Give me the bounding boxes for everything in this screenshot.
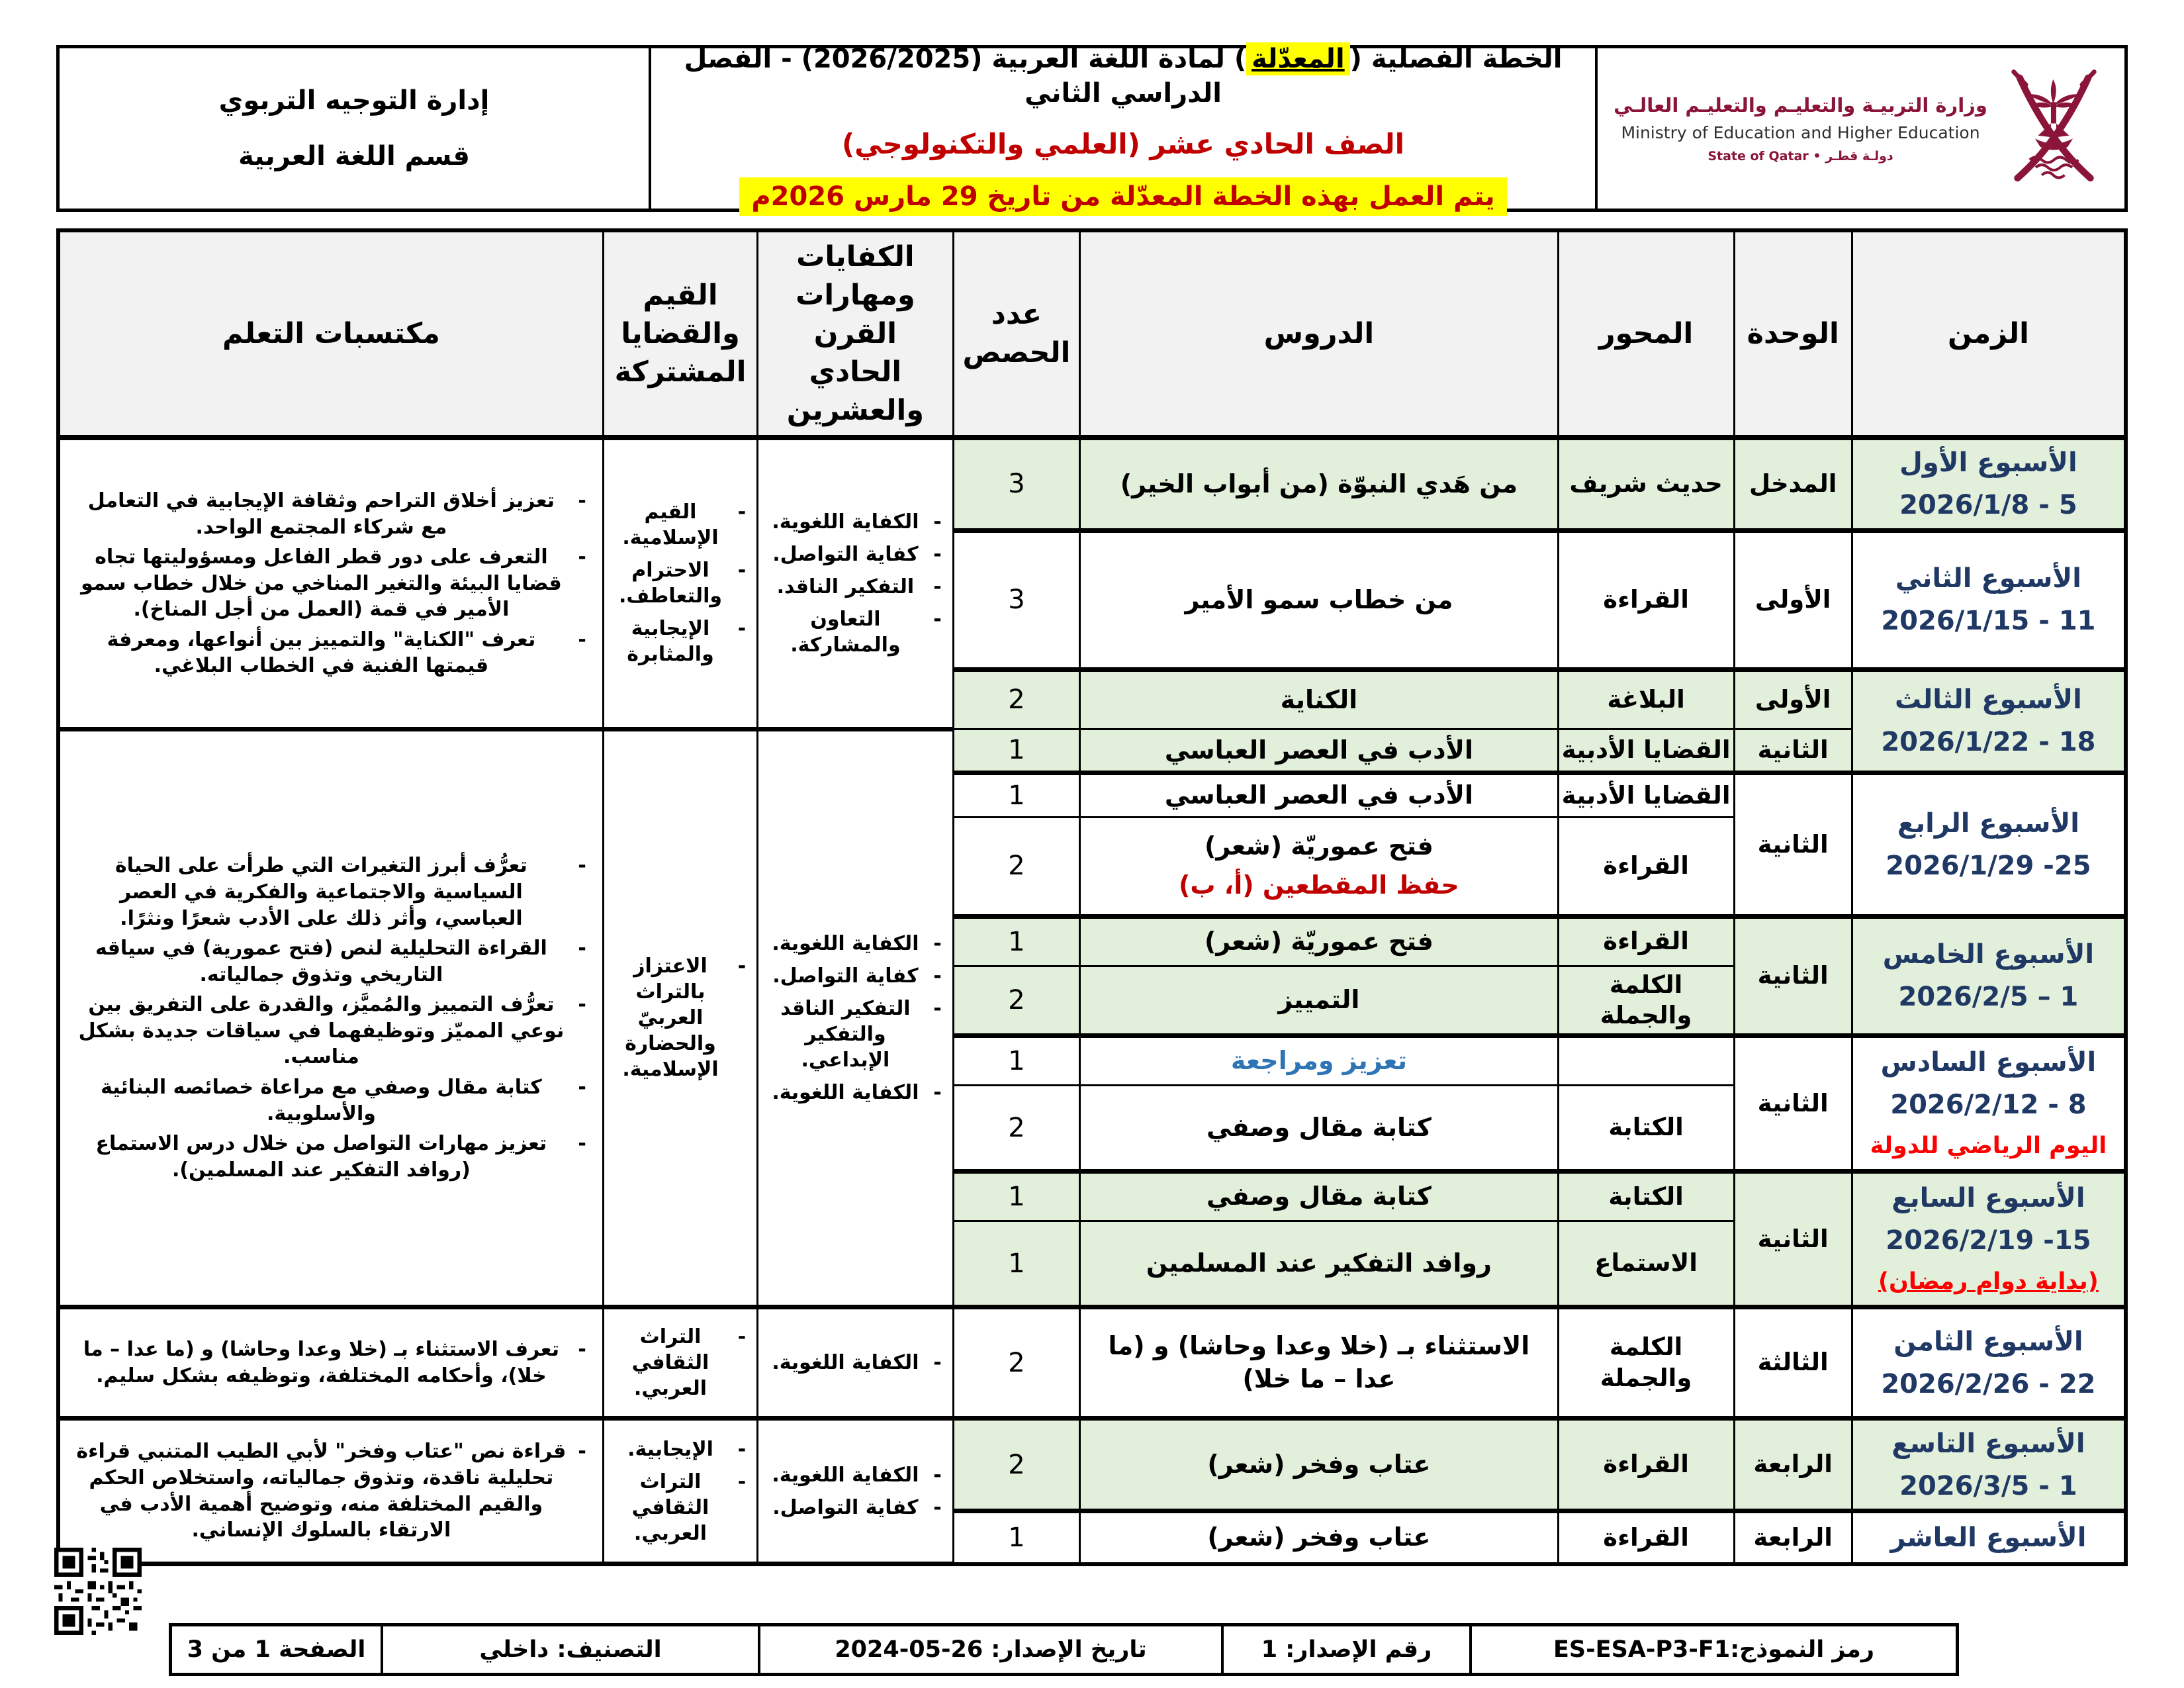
competencies-cell xyxy=(758,438,953,729)
week-name: الأسبوع السادس xyxy=(1880,1047,2097,1078)
list-item: - تعرف "الكناية" والتمييز بين أنواعها، ومعرفة قيمتها الفنية في الخطاب البلاغي. xyxy=(75,627,588,679)
lesson-title: الكناية xyxy=(1280,684,1358,714)
axis-cell: الكتابة xyxy=(1558,1086,1734,1172)
lesson-cell xyxy=(1080,669,1558,729)
unit-cell: المدخل xyxy=(1734,438,1852,530)
footer-cell-version: رقم الإصدار: 1 xyxy=(1221,1626,1469,1673)
lesson-title: الأدب في العصر العباسي xyxy=(1164,780,1473,810)
lesson-title: من خطاب سمو الأمير xyxy=(1185,585,1453,614)
unit-cell: الثانية xyxy=(1734,1172,1852,1307)
lesson-note: حفظ المقطعين (أ، ب) xyxy=(1179,870,1459,900)
axis-cell: القراءة xyxy=(1558,817,1734,916)
list-item: - تعزيز مهارات التواصل من خلال درس الاستماع (روافد التفكير عند المسلمين). xyxy=(75,1131,588,1183)
department-line-2: قسم اللغة العربية xyxy=(238,141,470,171)
lesson-title: من هَدي النبوّة (من أبواب الخير) xyxy=(1120,469,1518,498)
list-item: - كفاية التواصل. xyxy=(768,963,942,989)
outcomes-cell xyxy=(58,729,603,1307)
plan-title xyxy=(664,42,1582,111)
lesson-cell xyxy=(1080,773,1558,817)
footer-cell-page-number: الصفحة 1 من 3 xyxy=(187,1636,366,1663)
periods-cell: 1 xyxy=(953,916,1080,966)
periods-cell: 2 xyxy=(953,817,1080,916)
axis-cell: الاستماع xyxy=(1558,1221,1734,1307)
week-date: 18 - 2026/1/22 xyxy=(1881,727,2096,758)
periods-cell: 2 xyxy=(953,966,1080,1036)
periods-cell: 3 xyxy=(953,438,1080,530)
week-name: الأسبوع الثالث xyxy=(1894,684,2082,716)
periods-cell: 1 xyxy=(953,729,1080,773)
week-name: الأسبوع الأول xyxy=(1899,447,2077,479)
col-header-axis: المحور xyxy=(1558,230,1734,438)
footer-cell-form-code: رمز النموذج:ES-ESA-P3-F1 xyxy=(1469,1626,1956,1673)
col-header-unit: الوحدة xyxy=(1734,230,1852,438)
list-item: - الكفاية اللغوية. xyxy=(768,509,942,535)
list-item: - تعرُّف أبرز التغيرات التي طرأت على الحياة السياسية والاجتماعية والفكرية في العصر العباسي، وأثر ذلك على الأدب شعرًا ونثرًا. xyxy=(75,853,588,931)
lesson-title: التمييز xyxy=(1278,985,1360,1015)
lesson-cell xyxy=(1080,966,1558,1036)
lesson-title: كتابة مقال وصفي xyxy=(1206,1112,1432,1142)
periods-cell: 2 xyxy=(953,1419,1080,1511)
lesson-cell xyxy=(1080,1036,1558,1086)
lesson-cell xyxy=(1080,1086,1558,1172)
lesson-title: فتح عموريّة (شعر) xyxy=(1204,831,1433,861)
week-date: 8 - 2026/2/12 xyxy=(1890,1090,2087,1121)
periods-cell: 2 xyxy=(953,1086,1080,1172)
lesson-cell xyxy=(1080,729,1558,773)
lesson-title: الأدب في العصر العباسي xyxy=(1164,735,1473,765)
week-name: الأسبوع التاسع xyxy=(1891,1428,2085,1459)
list-item: - الكفاية اللغوية. xyxy=(768,1462,942,1488)
periods-cell: 2 xyxy=(953,1307,1080,1419)
plan-title-post: ) لمادة اللغة العربية (2026/2025) - الفصل الدراسي الثاني xyxy=(684,43,1247,109)
outcomes-cell xyxy=(58,438,603,729)
unit-cell: الرابعة xyxy=(1734,1511,1852,1564)
competencies-cell xyxy=(758,1307,953,1419)
header-box xyxy=(56,45,2128,212)
col-header-periods: عدد الحصص xyxy=(953,230,1080,438)
qr-code-icon xyxy=(54,1548,142,1635)
week-cell xyxy=(1852,1307,2126,1419)
list-item: - الكفاية اللغوية. xyxy=(768,1350,942,1376)
ministry-name-english: Ministry of Education and Higher Education xyxy=(1621,122,1980,142)
outcomes-cell xyxy=(58,1307,603,1419)
unit-cell: الأولى xyxy=(1734,530,1852,669)
axis-cell: القراءة xyxy=(1558,1419,1734,1511)
list-item: - الإيجابية. xyxy=(614,1436,747,1462)
list-item: - التراث الثقافي العربي. xyxy=(614,1469,747,1546)
list-item: - التراث الثقافي العربي. xyxy=(614,1324,747,1401)
week-cell xyxy=(1852,530,2126,669)
periods-cell: 1 xyxy=(953,1036,1080,1086)
axis-cell: حديث شريف xyxy=(1558,438,1734,530)
lesson-title: كتابة مقال وصفي xyxy=(1206,1182,1432,1211)
list-item: - القيم الإسلامية. xyxy=(614,499,747,551)
list-item: - تعزيز أخلاق التراحم وثقافة الإيجابية في التعامل مع شركاء المجتمع الواحد. xyxy=(75,488,588,540)
week-cell xyxy=(1852,1419,2126,1511)
col-header-lessons: الدروس xyxy=(1080,230,1558,438)
lesson-title: عتاب وفخر (شعر) xyxy=(1207,1523,1431,1552)
week-date: 1 – 2026/2/5 xyxy=(1898,982,2079,1013)
week-cell xyxy=(1852,1172,2126,1307)
competencies-cell xyxy=(758,729,953,1307)
ministry-logo xyxy=(1595,48,2124,209)
axis-cell: القراءة xyxy=(1558,1511,1734,1564)
department-box xyxy=(60,48,649,209)
week-name: الأسبوع الثامن xyxy=(1893,1326,2083,1357)
effective-date-notice: يتم العمل بهذه الخطة المعدّلة من تاريخ 29 مارس 2026م xyxy=(739,177,1506,216)
lesson-cell xyxy=(1080,1172,1558,1221)
list-item: - الكفاية اللغوية. xyxy=(768,1080,942,1105)
footer-bar xyxy=(169,1623,1959,1676)
axis-cell: القراءة xyxy=(1558,530,1734,669)
week-date: 25- 2026/1/29 xyxy=(1886,850,2091,881)
lesson-title: عتاب وفخر (شعر) xyxy=(1207,1449,1431,1479)
periods-cell: 1 xyxy=(953,1221,1080,1307)
list-item: - الاعتزاز بالتراث العربيّ والحضارة الإسلامية. xyxy=(614,953,747,1082)
lesson-cell xyxy=(1080,1511,1558,1564)
week-name: الأسبوع الرابع xyxy=(1897,808,2079,839)
list-item: - الاحترام والتعاطف. xyxy=(614,557,747,609)
values-cell xyxy=(603,1419,757,1564)
lesson-cell xyxy=(1080,530,1558,669)
lesson-cell xyxy=(1080,438,1558,530)
col-header-outcomes: مكتسبات التعلم xyxy=(58,230,603,438)
week-note: (بداية دوام رمضان) xyxy=(1878,1268,2099,1295)
list-item: - كفاية التواصل. xyxy=(768,1495,942,1521)
unit-cell: الأولى xyxy=(1734,669,1852,729)
week-name: الأسبوع الخامس xyxy=(1882,939,2095,970)
periods-cell: 1 xyxy=(953,1511,1080,1564)
axis-cell: الكلمة والجملة xyxy=(1558,966,1734,1036)
week-cell xyxy=(1852,1511,2126,1564)
col-header-values: القيم والقضايا المشتركة xyxy=(603,230,757,438)
week-name: الأسبوع الثاني xyxy=(1895,563,2081,594)
outcomes-cell xyxy=(58,1419,603,1564)
title-block xyxy=(649,43,1595,212)
axis-cell: الكتابة xyxy=(1558,1172,1734,1221)
list-item: - التعاون والمشاركة. xyxy=(768,606,942,658)
unit-cell: الرابعة xyxy=(1734,1419,1852,1511)
unit-cell: الثانية xyxy=(1734,1036,1852,1172)
week-name: الأسبوع العاشر xyxy=(1890,1522,2087,1553)
ministry-name-arabic: وزارة التربيـة والتعليـم والتعليـم العالـي xyxy=(1614,93,1987,117)
week-note: اليوم الرياضي للدولة xyxy=(1870,1133,2107,1160)
periods-cell: 2 xyxy=(953,669,1080,729)
list-item: - القراءة التحليلية لنص (فتح عمورية) في سياقه التاريخي وتذوق جمالياته. xyxy=(75,935,588,988)
unit-cell: الثانية xyxy=(1734,729,1852,773)
axis-cell: القراءة xyxy=(1558,916,1734,966)
week-name: الأسبوع السابع xyxy=(1891,1183,2085,1214)
competencies-cell xyxy=(758,1419,953,1564)
lesson-cell xyxy=(1080,1307,1558,1419)
values-cell xyxy=(603,438,757,729)
col-header-competencies: الكفايات ومهارات القرن الحادي والعشرين xyxy=(758,230,953,438)
lesson-title: الاستثناء بـ (خلا وعدا وحاشا) و (ما عدا – ما خلا) xyxy=(1108,1331,1530,1393)
week-cell xyxy=(1852,916,2126,1036)
lesson-cell xyxy=(1080,1419,1558,1511)
list-item: - التعرف على دور قطر الفاعل ومسؤوليتها تجاه قضايا البيئة والتغير المناخي من خلال خطاب سمو الأمير في قمة (العمل من أجل المناخ). xyxy=(75,544,588,623)
list-item: - قراءة نص "عتاب وفخر" لأبي الطيب المتنبي قراءة تحليلية ناقدة، وتذوق جمالياته، واستخلاص الحكم والقيم المختلفة منه، وتوضيح أهمية الأدب في الارتقاء بالسلوك الإنساني. xyxy=(75,1438,588,1543)
week-date: 15- 2026/2/19 xyxy=(1886,1225,2091,1256)
periods-cell: 1 xyxy=(953,1172,1080,1221)
department-line-1: إدارة التوجيه التربوي xyxy=(218,85,490,116)
week-date: 22 - 2026/2/26 xyxy=(1881,1368,2096,1399)
axis-cell xyxy=(1558,1036,1734,1086)
periods-cell: 3 xyxy=(953,530,1080,669)
values-cell xyxy=(603,729,757,1307)
week-date: 5 - 2026/1/8 xyxy=(1899,490,2077,521)
unit-cell: الثانية xyxy=(1734,773,1852,916)
week-date: 1 - 2026/3/5 xyxy=(1899,1470,2077,1501)
axis-cell: القضايا الأدبية xyxy=(1558,729,1734,773)
week-cell xyxy=(1852,438,2126,530)
week-cell xyxy=(1852,773,2126,916)
unit-cell: الثانية xyxy=(1734,916,1852,1036)
list-item: - تعرُّف التمييز والمُميَّز، والقدرة على التفريق بين نوعي المميّز وتوظيفهما في سياقات جديدة بشكل مناسب. xyxy=(75,992,588,1070)
list-item: - الكفاية اللغوية. xyxy=(768,931,942,957)
lesson-cell xyxy=(1080,817,1558,916)
lesson-title: روافد التفكير عند المسلمين xyxy=(1146,1248,1492,1278)
list-item: - كتابة مقال وصفي مع مراعاة خصائصه البنائية والأسلوبية. xyxy=(75,1074,588,1127)
list-item: - الإيجابية والمثابرة xyxy=(614,616,747,667)
grade-subtitle: الصف الحادي عشر (العلمي والتكنولوجي) xyxy=(841,127,1405,160)
plan-table xyxy=(56,228,2128,1566)
values-cell xyxy=(603,1307,757,1419)
axis-cell: القضايا الأدبية xyxy=(1558,773,1734,817)
plan-title-pre: الخطة الفصلية ( xyxy=(1349,43,1563,74)
list-item: - التفكير الناقد. xyxy=(768,574,942,600)
qatar-emblem-icon xyxy=(1999,64,2109,193)
footer-cell-issue-date: تاريخ الإصدار: 26-05-2024 xyxy=(758,1626,1221,1673)
axis-cell: الكلمة والجملة xyxy=(1558,1307,1734,1419)
lesson-cell xyxy=(1080,1221,1558,1307)
lesson-title: تعزيز ومراجعة xyxy=(1230,1046,1407,1076)
lesson-title: فتح عموريّة (شعر) xyxy=(1204,926,1433,956)
week-date: 11 - 2026/1/15 xyxy=(1881,606,2096,637)
plan-title-highlight: المعدّلة xyxy=(1246,42,1350,75)
list-item: - كفاية التواصل. xyxy=(768,541,942,567)
axis-cell: البلاغة xyxy=(1558,669,1734,729)
periods-cell: 1 xyxy=(953,773,1080,817)
footer-cell-classification: التصنيف: داخلي xyxy=(381,1626,758,1673)
week-cell xyxy=(1852,669,2126,773)
unit-cell: الثالثة xyxy=(1734,1307,1852,1419)
col-header-time: الزمن xyxy=(1852,230,2126,438)
list-item: - التفكير الناقد والتفكير الإبداعي. xyxy=(768,996,942,1073)
list-item: - تعرف الاستثناء بـ (خلا وعدا وحاشا) و (ما عدا – ما خلا)، وأحكامه المختلفة، وتوظيفه بشكل سليم. xyxy=(75,1336,588,1389)
lesson-cell xyxy=(1080,916,1558,966)
state-of-qatar-label: دولـة قطـر • State of Qatar xyxy=(1707,148,1893,164)
week-cell xyxy=(1852,1036,2126,1172)
